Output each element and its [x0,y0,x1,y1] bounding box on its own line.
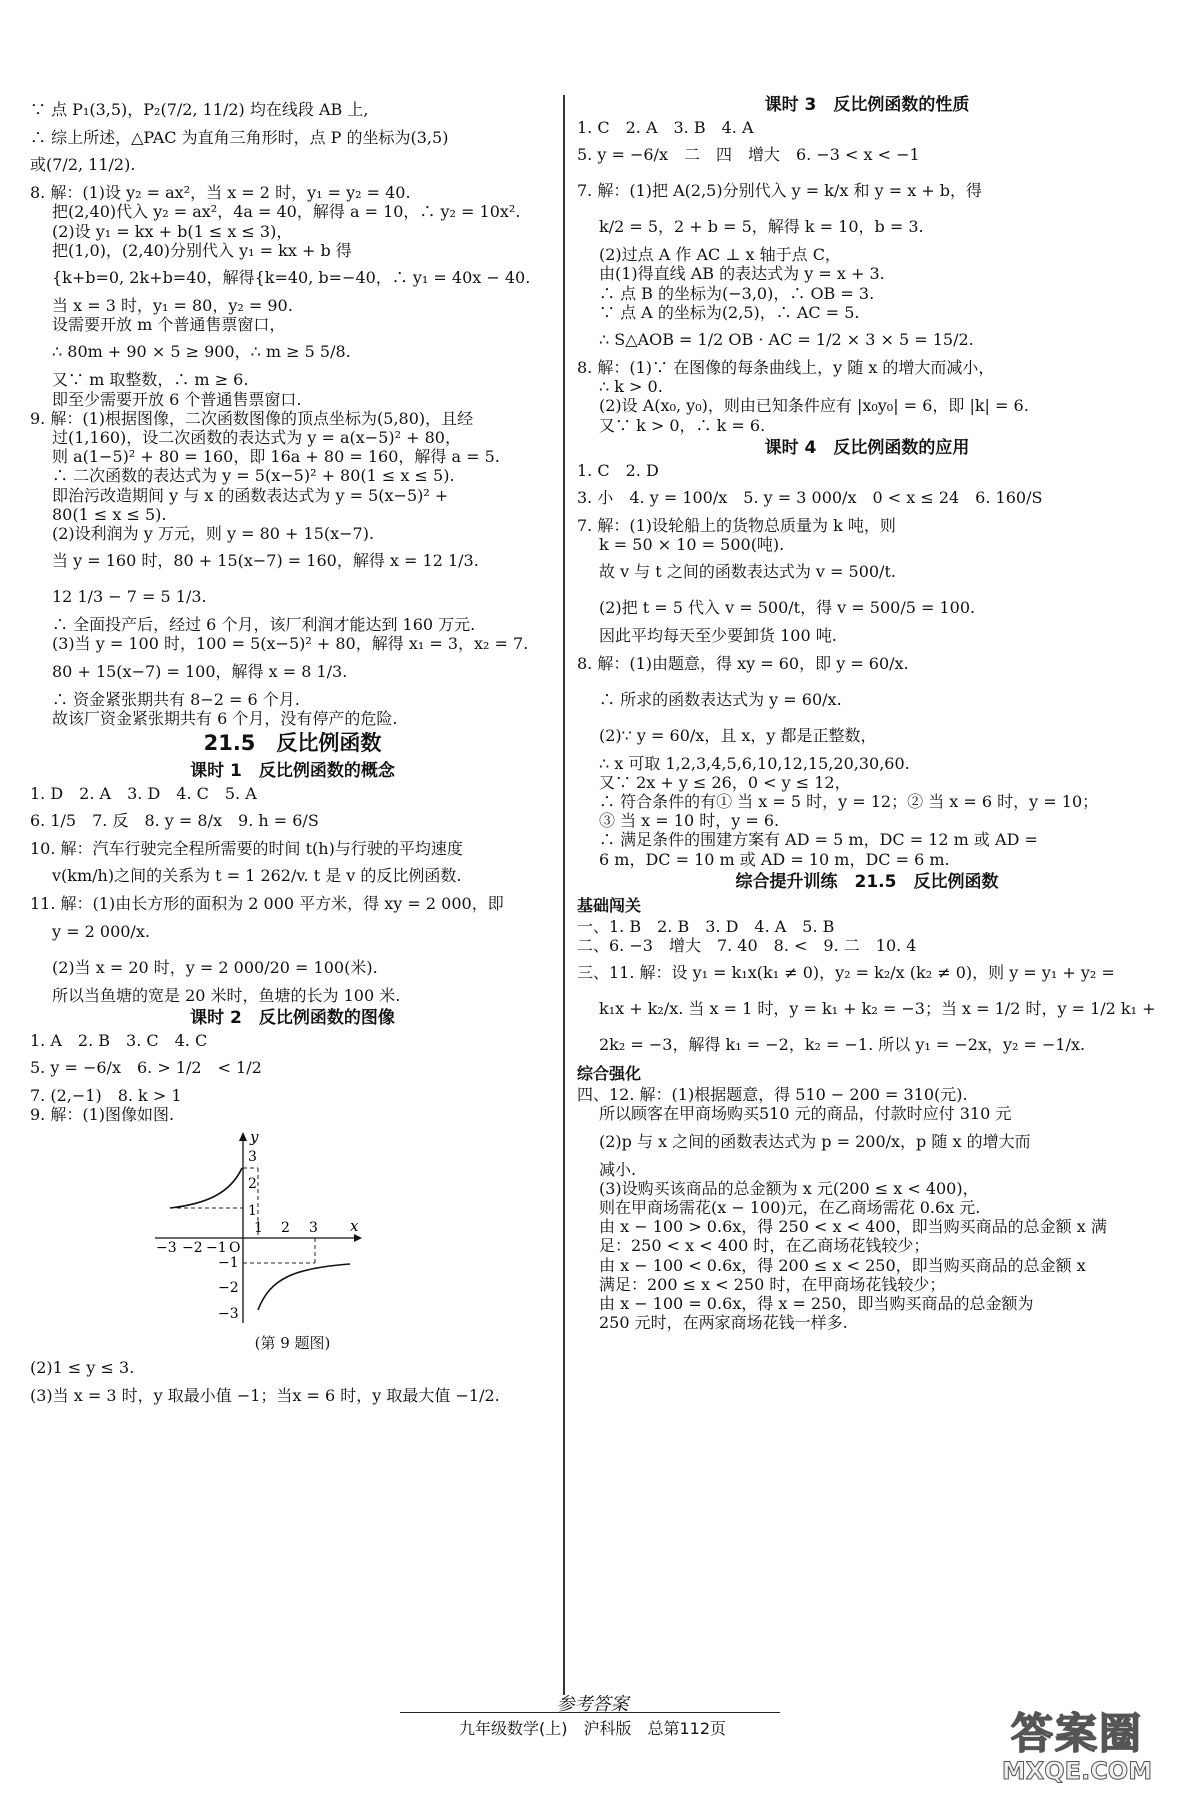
x-tick-label: 2 [281,1220,290,1237]
x-axis-arrow [354,1234,362,1242]
y-tick-label: −1 [218,1255,239,1272]
figure-caption: (第 9 题图) [254,1334,331,1353]
text-line: ∴ k > 0. [599,377,663,397]
text-line: 80(1 ≤ x ≤ 5). [52,504,167,524]
text-line: 则 a(1−5)² + 80 = 160，即 16a + 80 = 160，解得 a = 5. [52,447,500,467]
text-line: 250 元时，在两家商场花钱一样多. [599,1313,848,1333]
text-line: 3. 小 4. y = 100/x 5. y = 3 000/x 0 < x ≤ 24 6. 160/S [577,488,1043,508]
y-tick-label: 3 [248,1149,257,1166]
text-line: 7. 解：(1)设轮船上的货物总质量为 k 吨，则 [577,516,896,536]
y-axis-arrow [239,1132,247,1141]
text-line: 6. 1/5 7. 反 8. y = 8/x 9. h = 6/S [30,811,319,831]
text-line: 或(7/2, 11/2). [30,155,136,175]
text-line: ∴ 资金紧张期共有 8−2 = 6 个月. [52,689,300,709]
text-line: v(km/h)之间的关系为 t = 1 262/v. t 是 v 的反比例函数. [52,866,462,886]
x-tick-label: −2 [182,1240,203,1257]
origin-label: O [229,1240,241,1257]
text-line: 1. C 2. A 3. B 4. A [577,118,754,137]
curve-left-branch [170,1168,242,1208]
text-line: 5. y = −6/x 6. > 1/2 < 1/2 [30,1058,262,1078]
text-line: (3)设购买该商品的总金额为 x 元(200 ≤ x < 400)， [599,1178,979,1198]
text-line: ∴ 符合条件的有① 当 x = 5 时，y = 12；② 当 x = 6 时，y = 10； [599,792,1099,812]
text-line: (2)1 ≤ y ≤ 3. [30,1358,135,1378]
text-line: 减小. [599,1159,637,1179]
watermark-text: 答案圈 [1010,1709,1143,1758]
curve-right-branch [258,1264,350,1310]
text-line: k/2 = 5，2 + b = 5，解得 k = 10，b = 3. [599,217,924,237]
text-line: 5. y = −6/x 二 四 增大 6. −3 < x < −1 [577,145,920,165]
text-line: 由 x − 100 = 0.6x，得 x = 250，即当购买商品的总金额为 [599,1294,1034,1314]
text-line: ∴ 综上所述，△PAC 为直角三角形时，点 P 的坐标为(3,5) [30,128,449,147]
text-line: 由 x − 100 < 0.6x，得 200 ≤ x < 250，即当购买商品的总金额 x [599,1255,1086,1275]
text-line: 即至少需要开放 6 个普通售票窗口. [52,389,302,409]
x-tick-label: −3 [156,1240,177,1257]
text-line: 由(1)得直线 AB 的表达式为 y = x + 3. [599,264,885,284]
text-line: ∴ x 可取 1,2,3,4,5,6,10,12,15,20,30,60. [599,753,910,773]
text-line: 6 m，DC = 10 m 或 AD = 10 m，DC = 6 m. [599,849,950,869]
text-line: 把(2,40)代入 y₂ = ax²，4a = 40，解得 a = 10，∴ y₂ = 10x². [52,202,521,222]
text-line: 1. D 2. A 3. D 4. C 5. A [30,784,257,804]
subsection-label: 基础闯关 [577,895,642,915]
text-line: ∴ 二次函数的表达式为 y = 5(x−5)² + 80(1 ≤ x ≤ 5). [52,466,455,486]
text-line: 因此平均每天至少要卸货 100 吨. [599,626,837,646]
text-line: (2)设利润为 y 万元，则 y = 80 + 15(x−7). [52,524,375,544]
text-line: 由 x − 100 > 0.6x，得 250 < x < 400，即当购买商品的总金额 x 满 [599,1217,1107,1237]
text-line: 9. 解：(1)根据图像，二次函数图像的顶点坐标为(5,80)，且经 [30,408,474,428]
text-line: ③ 当 x = 10 时，y = 6. [599,811,780,831]
x-tick-label: −1 [206,1240,227,1257]
watermark-logo [977,1710,1177,1790]
text-line: 所以顾客在甲商场购买510 元的商品，付款时应付 310 元 [599,1104,1012,1124]
text-line: ∴ 80m + 90 × 5 ≥ 900，∴ m ≥ 5 5/8. [52,342,351,362]
text-line: 7. (2,−1) 8. k > 1 [30,1086,182,1106]
text-line: (2)∵ y = 60/x，且 x，y 都是正整数， [599,725,877,745]
lesson-title: 课时 3 反比例函数的性质 [764,95,970,115]
text-line: 12 1/3 − 7 = 5 1/3. [52,587,207,607]
text-line: 足：250 < x < 400 时，在乙商场花钱较少； [599,1236,930,1256]
text-line: ∵ 点 A 的坐标为(2,5)，∴ AC = 5. [599,302,860,322]
text-line: 当 x = 3 时，y₁ = 80，y₂ = 90. [52,296,293,316]
text-line: 又∵ 2x + y ≤ 26，0 < y ≤ 12， [599,772,851,792]
text-line: (2)p 与 x 之间的函数表达式为 p = 200/x，p 随 x 的增大而 [599,1131,1031,1151]
text-line: (2)把 t = 5 代入 v = 500/t，得 v = 500/5 = 100. [599,598,976,618]
text-line: k = 50 × 10 = 500(吨). [599,535,785,555]
footer-info: 九年级数学(上) 沪科版 总第112页 [458,1719,727,1738]
text-line: 满足：200 ≤ x < 250 时，在甲商场花钱较少； [599,1274,946,1294]
text-line: 一、1. B 2. B 3. D 4. A 5. B [577,916,835,936]
footer-title: 参考答案 [556,1694,629,1715]
y-tick-label: 2 [248,1176,257,1193]
y-tick-label: 1 [248,1203,257,1220]
text-line: 又∵ k > 0，∴ k = 6. [599,415,766,435]
text-line: (2)过点 A 作 AC ⊥ x 轴于点 C， [599,245,841,265]
text-line: 1. A 2. B 3. C 4. C [30,1030,208,1050]
text-line: (2)当 x = 20 时，y = 2 000/20 = 100(米). [52,957,378,977]
text-line: 10. 解：汽车行驶完全程所需要的时间 t(h)与行驶的平均速度 [30,839,463,859]
text-line: (3)当 y = 100 时，100 = 5(x−5)² + 80，解得 x₁ = 3，x₂ = 7. [52,634,529,654]
section-title: 21.5 反比例函数 [203,731,382,756]
x-tick-label: 1 [254,1220,263,1237]
text-line: 80 + 15(x−7) = 100，解得 x = 8 1/3. [52,661,348,681]
text-line: 当 y = 160 时，80 + 15(x−7) = 160，解得 x = 12 1/3. [52,551,479,571]
text-line: 故该厂资金紧张期共有 6 个月，没有停产的危险. [52,708,398,728]
lesson-title: 课时 2 反比例函数的图像 [190,1007,395,1028]
text-line: 1. C 2. D [577,460,659,480]
y-axis-label: y [250,1128,259,1147]
text-line: 则在甲商场需花(x − 100)元，在乙商场需花 0.6x 元. [599,1198,981,1218]
text-line: 2k₂ = −3，解得 k₁ = −2，k₂ = −1. 所以 y₁ = −2x，y₂ = −1/x. [599,1035,1086,1055]
y-tick-label: −2 [218,1280,239,1297]
subsection-label: 综合强化 [577,1064,642,1084]
x-tick-label: 3 [309,1220,318,1237]
text-line: (3)当 x = 3 时，y 取最小值 −1；当x = 6 时，y 取最大值 −1/2. [30,1385,500,1405]
text-line: 四、12. 解：(1)根据题意，得 510 − 200 = 310(元). [577,1085,968,1105]
text-line: 即治污改造期间 y 与 x 的函数表达式为 y = 5(x−5)² + [52,485,449,505]
text-line: 把(1,0)，(2,40)分别代入 y₁ = kx + b 得 [52,240,352,260]
text-line: 8. 解：(1)设 y₂ = ax²，当 x = 2 时，y₁ = y₂ = 40. [30,183,411,203]
function-graph [30,1128,555,1328]
text-line: (2)设 A(x₀, y₀)，则由已知条件应有 |x₀y₀| = 6，即 |k| = 6. [599,396,1029,416]
text-line: ∴ 点 B 的坐标为(−3,0)，∴ OB = 3. [599,283,875,303]
text-line: k₁x + k₂/x. 当 x = 1 时，y = k₁ + k₂ = −3；当 x = 1/2 时，y = 1/2 k₁ + [599,999,1156,1019]
text-line: 7. 解：(1)把 A(2,5)分别代入 y = k/x 和 y = x + b，得 [577,181,983,201]
text-line: y = 2 000/x. [52,921,150,941]
review-title: 综合提升训练 21.5 反比例函数 [735,871,999,892]
watermark-url: MXQE.COM [1001,1757,1153,1785]
text-line: ∴ S△AOB = 1/2 OB · AC = 1/2 × 3 × 5 = 15/2. [599,330,974,350]
text-line: ∴ 所求的函数表达式为 y = 60/x. [599,689,842,709]
text-line: 9. 解：(1)图像如图. [30,1105,175,1125]
lesson-title: 课时 4 反比例函数的应用 [764,437,970,458]
text-line: ∵ 点 P₁(3,5)，P₂(7/2, 11/2) 均在线段 AB 上, [30,100,369,119]
text-line: 11. 解：(1)由长方形的面积为 2 000 平方米，得 xy = 2 000，即 [30,894,504,914]
text-line: (2)设 y₁ = kx + b(1 ≤ x ≤ 3)， [52,221,293,241]
left-column [30,92,555,1414]
text-line: ∴ 全面投产后，经过 6 个月，该厂利润才能达到 160 万元. [52,615,476,635]
y-tick-label: −3 [218,1306,239,1323]
graph-figure [30,1128,555,1358]
text-line: {k+b=0, 2k+b=40，解得{k=40, b=−40，∴ y₁ = 40x − 40. [52,268,531,288]
column-divider [563,95,565,1695]
text-line: 二、6. −3 增大 7. 40 8. < 9. 二 10. 4 [577,936,917,956]
text-line: 8. 解：(1)由题意，得 xy = 60，即 y = 60/x. [577,653,909,673]
x-axis-label: x [350,1217,359,1236]
text-line: 8. 解：(1)∵ 在图像的每条曲线上，y 随 x 的增大而减小， [577,358,995,378]
text-line: 过(1,160)，设二次函数的表达式为 y = a(x−5)² + 80， [52,428,461,448]
text-line: 三、11. 解：设 y₁ = k₁x(k₁ ≠ 0)，y₂ = k₂/x (k₂ ≠ 0)，则 y = y₁ + y₂ = [577,963,1115,983]
text-line: ∴ 满足条件的围建方案有 AD = 5 m，DC = 12 m 或 AD = [599,830,1038,850]
text-line: 设需要开放 m 个普通售票窗口， [52,315,286,335]
text-line: 所以当鱼塘的宽是 20 米时，鱼塘的长为 100 米. [52,985,401,1005]
text-line: 故 v 与 t 之间的函数表达式为 v = 500/t. [599,562,896,582]
right-column [577,92,1157,1333]
lesson-title: 课时 1 反比例函数的概念 [190,761,395,782]
text-line: 又∵ m 取整数，∴ m ≥ 6. [52,370,249,390]
